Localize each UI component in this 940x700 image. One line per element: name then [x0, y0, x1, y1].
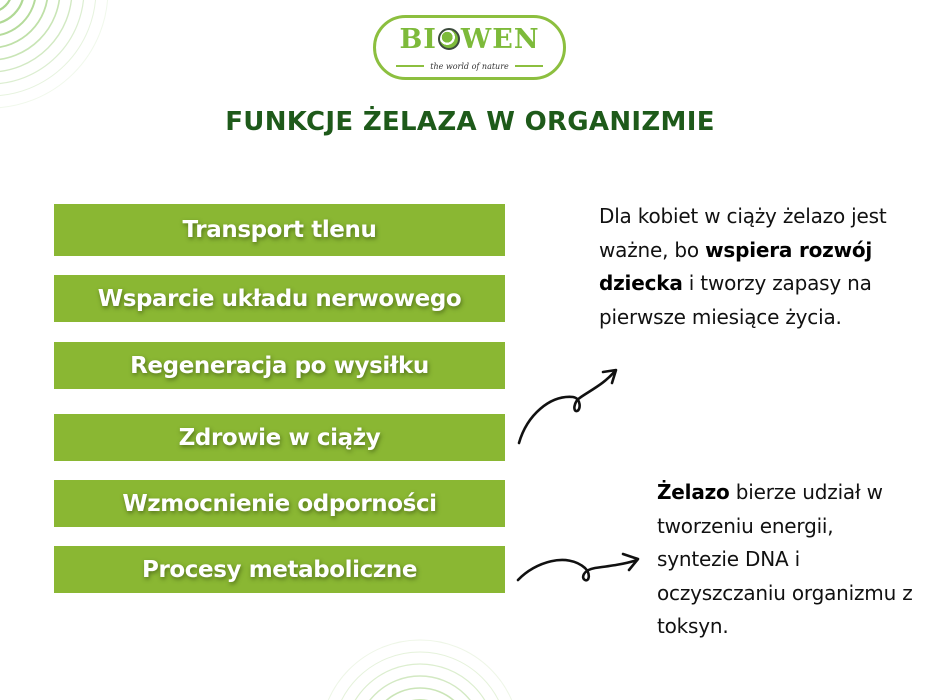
biowen-logo: [373, 15, 566, 80]
function-label: Procesy metaboliczne: [141, 556, 418, 583]
concentric-arcs-decoration: [0, 0, 140, 110]
function-box-metabolism: [54, 546, 505, 593]
function-label: Zdrowie w ciąży: [178, 424, 381, 451]
note-text: Dla kobiet w ciąży żelazo jest ważne, bo: [599, 204, 887, 262]
globe-icon: [438, 28, 460, 50]
logo-tagline-row: [396, 60, 543, 72]
function-box-recovery: [54, 342, 505, 389]
metabolism-note: [657, 476, 917, 644]
pregnancy-note: [599, 200, 899, 334]
note-bold-text: Żelazo: [657, 480, 730, 504]
note-bold-text: wspiera rozwój dziecka: [599, 237, 873, 295]
note-text: bierze udział w tworzeniu energii, syntezie DNA i oczyszczaniu organizmu z toksyn.: [657, 480, 913, 638]
function-box-pregnancy-health: [54, 414, 505, 461]
function-box-immunity: [54, 480, 505, 527]
note-text: i tworzy zapasy na pierwsze miesiące życia.: [599, 271, 872, 329]
curly-arrow-right-icon: [505, 540, 655, 600]
logo-tagline: the world of nature: [430, 61, 509, 71]
curly-arrow-up-right-icon: [505, 355, 635, 455]
logo-divider-right: [515, 65, 543, 67]
logo-word-right: WEN: [460, 24, 540, 55]
logo-word-left: BI: [399, 24, 437, 55]
function-label: Regeneracja po wysiłku: [130, 352, 429, 379]
function-label: Wsparcie układu nerwowego: [97, 285, 462, 312]
logo-divider-left: [396, 65, 424, 67]
function-label: Transport tlenu: [182, 217, 377, 243]
function-label: Wzmocnienie odporności: [122, 490, 437, 517]
page-title: FUNKCJE ŻELAZA W ORGANIZMIE: [225, 107, 715, 137]
function-box-nervous-system: [54, 275, 505, 322]
function-box-oxygen-transport: [54, 204, 505, 256]
logo-wordmark: [376, 24, 563, 55]
